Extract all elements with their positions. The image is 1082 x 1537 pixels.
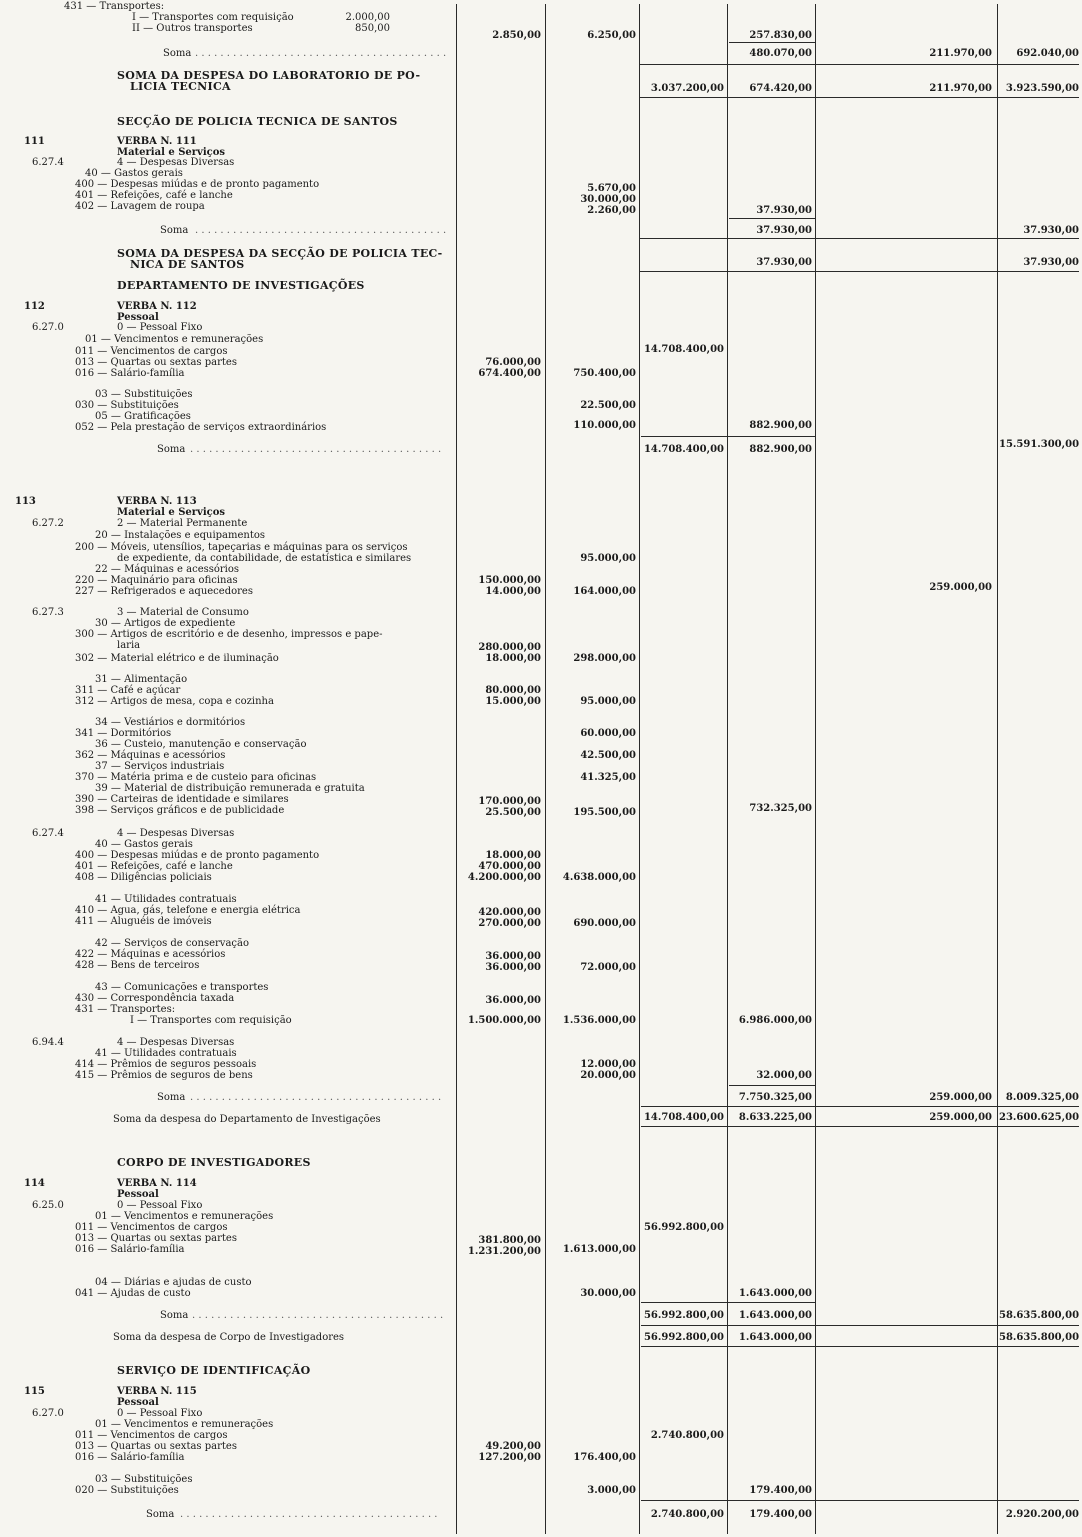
row-label: 227 — Refrigerados e aquecedores <box>75 586 253 597</box>
category: Pessoal <box>117 312 159 323</box>
sum-rule <box>639 64 1079 65</box>
row-label: 300 — Artigos de escritório e de desenho, impressos e pape- <box>75 629 383 640</box>
row-label: 302 — Material elétrico e de iluminação <box>75 653 279 664</box>
section-total-label: Soma da despesa do Departamento de Investigações <box>113 1114 381 1125</box>
sum-rule <box>729 218 815 219</box>
soma-label: Soma <box>157 1092 186 1103</box>
row-label: 431 — Transportes: <box>75 1004 176 1015</box>
sum-rule <box>641 436 815 437</box>
subheading: 4 — Despesas Diversas <box>117 1037 235 1048</box>
value: 6.250,00 <box>587 30 636 41</box>
value: 36.000,00 <box>485 951 541 962</box>
value: 14.708.400,00 <box>643 344 724 355</box>
row-label: 408 — Diligências policiais <box>75 872 212 883</box>
value: 80.000,00 <box>485 685 541 696</box>
subheading: 37 — Serviços industriais <box>95 761 225 772</box>
row-label: 311 — Café e açúcar <box>75 685 181 696</box>
row-label: 402 — Lavagem de roupa <box>75 201 205 212</box>
value: 36.000,00 <box>485 962 541 973</box>
subheading: 01 — Vencimentos e remunerações <box>95 1419 274 1430</box>
section-code: 6.25.0 <box>32 1200 64 1211</box>
value: 23.600.625,00 <box>999 1112 1080 1123</box>
value: 15.591.300,00 <box>999 439 1080 450</box>
verba-title: VERBA N. 111 <box>117 136 197 147</box>
section-code: 6.94.4 <box>32 1037 64 1048</box>
value: 14.708.400,00 <box>643 1112 724 1123</box>
value: 18.000,00 <box>485 850 541 861</box>
section-code: 6.27.4 <box>32 828 64 839</box>
column-rule <box>545 4 546 1534</box>
value: 1.643.000,00 <box>738 1332 812 1343</box>
subheading: 39 — Material de distribuição remunerada e gratuita <box>95 783 365 794</box>
row-label: I — Transportes com requisição <box>130 1015 292 1026</box>
value: 6.986.000,00 <box>738 1015 812 1026</box>
value: 18.000,00 <box>485 653 541 664</box>
value: 58.635.800,00 <box>999 1332 1080 1343</box>
value: 270.000,00 <box>478 918 541 929</box>
subheading: 01 — Vencimentos e remunerações <box>95 1211 274 1222</box>
category: Material e Serviços <box>117 507 226 518</box>
value: 95.000,00 <box>580 696 636 707</box>
value: 164.000,00 <box>573 586 636 597</box>
row-label: 370 — Matéria prima e de custeio para oficinas <box>75 772 317 783</box>
leader-dots: . . . . . . . . . . . . . . . . . . . . . . . . . . . . . . . . . . . . . . . . <box>195 225 447 236</box>
verba-title: VERBA N. 115 <box>117 1386 197 1397</box>
value: 7.750.325,00 <box>738 1092 812 1103</box>
value: 56.992.800,00 <box>643 1332 724 1343</box>
value: 1.500.000,00 <box>467 1015 541 1026</box>
subheading: 41 — Utilidades contratuais <box>95 894 237 905</box>
verba-code: 113 <box>15 496 36 507</box>
row-label: 016 — Salário-família <box>75 368 185 379</box>
category: Pessoal <box>117 1189 159 1200</box>
value: 176.400,00 <box>573 1452 636 1463</box>
row-label: 401 — Refeições, café e lanche <box>75 190 233 201</box>
sum-rule <box>729 42 815 43</box>
sum-rule <box>641 1500 1079 1501</box>
sum-rule <box>641 1346 1079 1347</box>
column-rule <box>456 4 457 1534</box>
row-label: 041 — Ajudas de custo <box>75 1288 191 1299</box>
soma-label: Soma <box>160 225 189 236</box>
section-heading: CORPO DE INVESTIGADORES <box>117 1156 311 1169</box>
subheading: 0 — Pessoal Fixo <box>117 1200 203 1211</box>
row-label: 390 — Carteiras de identidade e similares <box>75 794 289 805</box>
sum-rule <box>641 1126 1079 1127</box>
value: 1.536.000,00 <box>562 1015 636 1026</box>
row-label: 400 — Despesas miúdas e de pronto pagamento <box>75 850 320 861</box>
value: 2.260,00 <box>587 205 636 216</box>
subheading: 30 — Artigos de expediente <box>95 618 236 629</box>
row-label: 431 — Transportes: <box>64 1 165 12</box>
value: 14.000,00 <box>485 586 541 597</box>
subheading: 03 — Substituições <box>95 389 193 400</box>
row-label: de expediente, da contabilidade, de estatística e similares <box>117 553 412 564</box>
row-label: 430 — Correspondência taxada <box>75 993 235 1004</box>
subheading: 43 — Comunicações e transportes <box>95 982 269 993</box>
value: 1.613.000,00 <box>562 1244 636 1255</box>
value: 280.000,00 <box>478 642 541 653</box>
row-label: 341 — Dormitórios <box>75 728 172 739</box>
value: 37.930,00 <box>756 257 812 268</box>
value: 298.000,00 <box>573 653 636 664</box>
subheading: 05 — Gratificações <box>95 411 191 422</box>
value: 72.000,00 <box>580 962 636 973</box>
section-total-label: Soma da despesa de Corpo de Investigadores <box>113 1332 345 1343</box>
value: 1.643.000,00 <box>738 1288 812 1299</box>
row-label: 011 — Vencimentos de cargos <box>75 1222 228 1233</box>
value: 211.970,00 <box>929 48 992 59</box>
value: 850,00 <box>355 23 390 34</box>
section-code: 6.27.0 <box>32 1408 64 1419</box>
sum-rule <box>641 1325 1079 1326</box>
value: 195.500,00 <box>573 807 636 818</box>
subheading: 20 — Instalações e equipamentos <box>95 530 266 541</box>
section-total-label: SOMA DA DESPESA DO LABORATORIO DE PO- <box>117 69 421 82</box>
value: 36.000,00 <box>485 995 541 1006</box>
value: 259.000,00 <box>929 1112 992 1123</box>
leader-dots: . . . . . . . . . . . . . . . . . . . . . . . . . . . . . . . . . . . . . . . . <box>190 1092 442 1103</box>
subheading: 4 — Despesas Diversas <box>117 828 235 839</box>
value: 732.325,00 <box>749 803 812 814</box>
value: 2.850,00 <box>492 30 541 41</box>
row-label: 030 — Substituições <box>75 400 179 411</box>
value: 32.000,00 <box>756 1070 812 1081</box>
row-label: 411 — Aluguéis de imóveis <box>75 916 212 927</box>
value: 259.000,00 <box>929 1092 992 1103</box>
verba-code: 114 <box>24 1178 45 1189</box>
verba-code: 115 <box>24 1386 45 1397</box>
column-rule <box>997 4 998 1534</box>
value: 259.000,00 <box>929 582 992 593</box>
verba-code: 111 <box>24 136 45 147</box>
row-label: 013 — Quartas ou sextas partes <box>75 1441 237 1452</box>
value: 5.670,00 <box>587 183 636 194</box>
category: Material e Serviços <box>117 147 226 158</box>
value: 692.040,00 <box>1016 48 1079 59</box>
value: 30.000,00 <box>580 1288 636 1299</box>
value: 42.500,00 <box>580 750 636 761</box>
value: 257.830,00 <box>749 30 812 41</box>
row-label: 011 — Vencimentos de cargos <box>75 346 228 357</box>
section-heading: DEPARTAMENTO DE INVESTIGAÇÕES <box>117 279 365 292</box>
row-label: 016 — Salário-família <box>75 1452 185 1463</box>
subheading: 40 — Gastos gerais <box>95 839 193 850</box>
sum-rule <box>641 1106 1079 1107</box>
category: Pessoal <box>117 1397 159 1408</box>
verba-code: 112 <box>24 301 45 312</box>
value: 674.420,00 <box>749 83 812 94</box>
subheading: 03 — Substituições <box>95 1474 193 1485</box>
leader-dots: . . . . . . . . . . . . . . . . . . . . . . . . . . . . . . . . . . . . . . . . <box>192 1310 444 1321</box>
subheading: 41 — Utilidades contratuais <box>95 1048 237 1059</box>
row-label: 398 — Serviços gráficos e de publicidade <box>75 805 285 816</box>
subheading: 31 — Alimentação <box>95 674 188 685</box>
value: 3.037.200,00 <box>650 83 724 94</box>
section-code: 6.27.3 <box>32 607 64 618</box>
row-label: 013 — Quartas ou sextas partes <box>75 357 237 368</box>
value: 690.000,00 <box>573 918 636 929</box>
value: 179.400,00 <box>749 1509 812 1520</box>
row-label: 016 — Salário-família <box>75 1244 185 1255</box>
value: 22.500,00 <box>580 400 636 411</box>
value: 30.000,00 <box>580 194 636 205</box>
value: 37.930,00 <box>1023 257 1079 268</box>
subheading: 4 — Despesas Diversas <box>117 157 235 168</box>
value: 14.708.400,00 <box>643 444 724 455</box>
value: 1.231.200,00 <box>467 1246 541 1257</box>
soma-label: Soma <box>146 1509 175 1520</box>
verba-title: VERBA N. 113 <box>117 496 197 507</box>
subheading: 2 — Material Permanente <box>117 518 248 529</box>
column-rule <box>639 4 640 1534</box>
value: 381.800,00 <box>478 1235 541 1246</box>
section-total-label: SOMA DA DESPESA DA SECÇÃO DE POLICIA TEC- <box>117 247 443 260</box>
subheading: 36 — Custeio, manutenção e conservação <box>95 739 307 750</box>
row-label: 052 — Pela prestação de serviços extraordinários <box>75 422 327 433</box>
row-label: 011 — Vencimentos de cargos <box>75 1430 228 1441</box>
sum-rule <box>639 97 1079 98</box>
row-label: 013 — Quartas ou sextas partes <box>75 1233 237 1244</box>
value: 58.635.800,00 <box>999 1310 1080 1321</box>
section-code: 6.27.0 <box>32 322 64 333</box>
section-heading: SERVIÇO DE IDENTIFICAÇÃO <box>117 1364 311 1377</box>
soma-label: Soma <box>157 444 186 455</box>
value: 12.000,00 <box>580 1059 636 1070</box>
value: 179.400,00 <box>749 1485 812 1496</box>
value: 2.000,00 <box>345 12 390 23</box>
section-total-label: NICA DE SANTOS <box>130 258 245 271</box>
row-label: 414 — Prêmios de seguros pessoais <box>75 1059 257 1070</box>
value: 470.000,00 <box>478 861 541 872</box>
sum-rule <box>639 238 1079 239</box>
value: 420.000,00 <box>478 907 541 918</box>
value: 127.200,00 <box>478 1452 541 1463</box>
sum-rule <box>729 1085 815 1086</box>
value: 110.000,00 <box>573 420 636 431</box>
value: 2.740.800,00 <box>650 1509 724 1520</box>
column-rule <box>815 4 816 1534</box>
row-label: 312 — Artigos de mesa, copa e cozinha <box>75 696 274 707</box>
subheading: 0 — Pessoal Fixo <box>117 322 203 333</box>
row-label: laria <box>117 640 141 651</box>
value: 56.992.800,00 <box>643 1310 724 1321</box>
subheading: 42 — Serviços de conservação <box>95 938 249 949</box>
column-rule <box>727 4 728 1534</box>
verba-title: VERBA N. 112 <box>117 301 197 312</box>
value: 49.200,00 <box>485 1441 541 1452</box>
leader-dots: . . . . . . . . . . . . . . . . . . . . . . . . . . . . . . . . . . . . . . . . <box>190 444 442 455</box>
row-label: 415 — Prêmios de seguros de bens <box>75 1070 253 1081</box>
value: 150.000,00 <box>478 575 541 586</box>
value: 76.000,00 <box>485 357 541 368</box>
section-total-label: LICIA TECNICA <box>130 80 231 93</box>
value: 60.000,00 <box>580 728 636 739</box>
subheading: 22 — Máquinas e acessórios <box>95 564 240 575</box>
row-label: 428 — Bens de terceiros <box>75 960 200 971</box>
row-label: 401 — Refeições, café e lanche <box>75 861 233 872</box>
value: 170.000,00 <box>478 796 541 807</box>
value: 480.070,00 <box>749 48 812 59</box>
row-label: II — Outros transportes <box>132 23 253 34</box>
subheading: 3 — Material de Consumo <box>117 607 249 618</box>
value: 2.740.800,00 <box>650 1430 724 1441</box>
value: 882.900,00 <box>749 420 812 431</box>
section-code: 6.27.2 <box>32 518 64 529</box>
value: 56.992.800,00 <box>643 1222 724 1233</box>
subheading: 0 — Pessoal Fixo <box>117 1408 203 1419</box>
value: 20.000,00 <box>580 1070 636 1081</box>
row-label: 400 — Despesas miúdas e de pronto pagamento <box>75 179 320 190</box>
value: 37.930,00 <box>756 225 812 236</box>
value: 4.200.000,00 <box>467 872 541 883</box>
value: 4.638.000,00 <box>562 872 636 883</box>
value: 211.970,00 <box>929 83 992 94</box>
section-heading: SECÇÃO DE POLICIA TECNICA DE SANTOS <box>117 115 398 128</box>
value: 3.000,00 <box>587 1485 636 1496</box>
value: 674.400,00 <box>478 368 541 379</box>
row-label: I — Transportes com requisição <box>132 12 294 23</box>
value: 37.930,00 <box>756 205 812 216</box>
soma-label: Soma <box>160 1310 189 1321</box>
value: 882.900,00 <box>749 444 812 455</box>
row-label: 410 — Agua, gás, telefone e energia elétrica <box>75 905 301 916</box>
leader-dots: . . . . . . . . . . . . . . . . . . . . . . . . . . . . . . . . . . . . . . . . . <box>180 1509 438 1520</box>
soma-label: Soma <box>163 48 192 59</box>
value: 750.400,00 <box>573 368 636 379</box>
row-label: 020 — Substituições <box>75 1485 179 1496</box>
value: 37.930,00 <box>1023 225 1079 236</box>
row-label: 422 — Máquinas e acessórios <box>75 949 226 960</box>
row-label: 220 — Maquinário para oficinas <box>75 575 238 586</box>
subheading: 04 — Diárias e ajudas de custo <box>95 1277 252 1288</box>
value: 1.643.000,00 <box>738 1310 812 1321</box>
value: 2.920.200,00 <box>1005 1509 1079 1520</box>
section-code: 6.27.4 <box>32 157 64 168</box>
value: 95.000,00 <box>580 553 636 564</box>
value: 8.009.325,00 <box>1005 1092 1079 1103</box>
row-label: 362 — Máquinas e acessórios <box>75 750 226 761</box>
value: 25.500,00 <box>485 807 541 818</box>
value: 15.000,00 <box>485 696 541 707</box>
row-label: 200 — Móveis, utensílios, tapeçarias e máquinas para os serviços <box>75 542 408 553</box>
subheading: 40 — Gastos gerais <box>85 168 183 179</box>
leader-dots: . . . . . . . . . . . . . . . . . . . . . . . . . . . . . . . . . . . . . . . . <box>195 48 447 59</box>
value: 3.923.590,00 <box>1005 83 1079 94</box>
value: 41.325,00 <box>580 772 636 783</box>
verba-title: VERBA N. 114 <box>117 1178 197 1189</box>
subheading: 01 — Vencimentos e remunerações <box>85 334 264 345</box>
sum-rule <box>641 1302 815 1303</box>
value: 8.633.225,00 <box>738 1112 812 1123</box>
subheading: 34 — Vestiários e dormitórios <box>95 717 246 728</box>
sum-rule <box>639 271 1079 272</box>
